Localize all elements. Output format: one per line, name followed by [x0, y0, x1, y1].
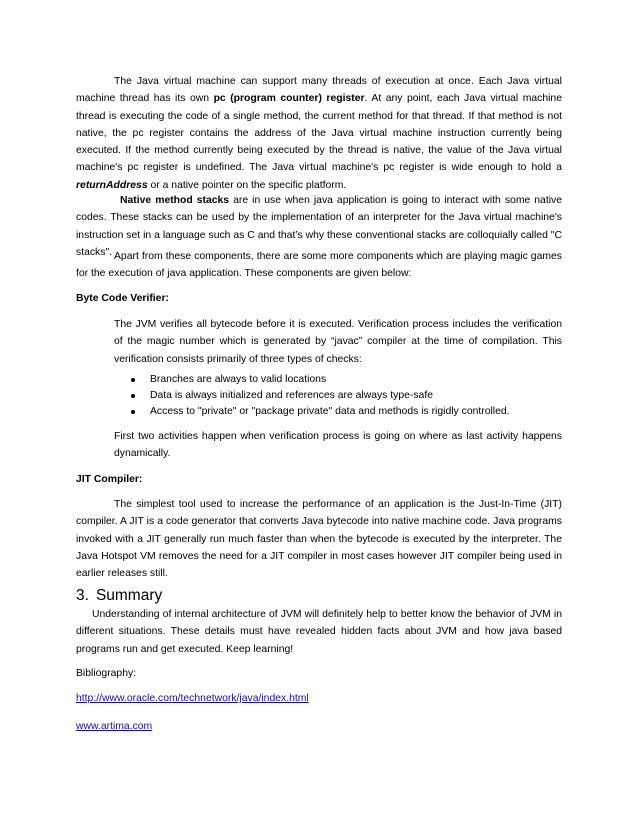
byte-code-verifier-heading: Byte Code Verifier:	[76, 293, 169, 304]
p1-bold-italic: returnAddress	[76, 179, 148, 191]
p1-bold-1: pc (program counter) register	[213, 93, 365, 105]
list-item: Branches are always to valid locations	[131, 372, 510, 388]
verification-checks-list	[131, 372, 510, 420]
summary-number: 3.	[76, 587, 89, 604]
list-item: Data is always initialized and references are always type-safe	[131, 388, 510, 404]
bibliography-link-artima[interactable]: www.artima.com	[76, 721, 153, 732]
summary-title: Summary	[95, 587, 163, 604]
bullet-icon	[131, 378, 135, 382]
list-item: Access to "private" or "package private" data and methods is rigidly controlled.	[131, 404, 510, 420]
byte-code-verifier-body: The JVM verifies all bytecode before it is executed. Verification process includes the verification of the magic number which is generated by “javac” compiler at the time of compilation. This verification consists primarily of three types of checks:	[114, 319, 562, 365]
p2-bold: Native method stacks	[120, 195, 230, 206]
bibliography-label: Bibliography:	[76, 668, 137, 679]
summary-heading	[76, 586, 162, 606]
byte-code-verifier-after: First two activities happen when verification process is going on where as last activity happens dynamically.	[114, 431, 562, 460]
jit-compiler-heading: JIT Compiler:	[76, 474, 143, 485]
jit-compiler-body: The simplest tool used to increase the performance of an application is the Just-In-Time (JIT) compiler. A JIT is a code generator that converts Java bytecode into native machine code. Java programs invoked with a JIT generally run much faster than when the bytecode is executed by the interpreter. The Java Hotspot VM removes the need for a JIT compiler in most cases however JIT compiler being used in earlier releases still.	[76, 499, 562, 580]
components-intro-paragraph: Apart from these components, there are some more components which are playing magic games for the execution of java application. These components are given below:	[76, 251, 562, 280]
summary-body: Understanding of internal architecture of JVM will definitely help to better know the behavior of JVM in different situations. These details must have revealed hidden facts about JVM and how java based programs run and get executed. Keep learning!	[76, 609, 562, 655]
p1-text-1: The Java virtual machine can support many threads of execution at once. Each Java virtual machine thread has its own	[76, 76, 562, 105]
p1-text-3: or a native pointer on the specific platform.	[147, 179, 347, 191]
p1-text-2: . At any point, each Java virtual machine thread is executing the code of a single method, the current method for that thread. If that method is not native, the pc register contains the address of the Java virtual machine instruction currently being executed. If the method currently being executed by the thread is native, the value of the Java virtual machine's pc register is undefined. The Java virtual machine's pc register is wide enough to hold a	[76, 93, 562, 174]
bibliography-link-oracle[interactable]: http://www.oracle.com/technetwork/java/index.html	[76, 693, 309, 704]
pc-register-paragraph	[76, 73, 562, 194]
bullet-icon	[131, 394, 135, 398]
bullet-icon	[131, 410, 135, 414]
p2-text: are in use when java application is going to interact with some native codes. These stacks can be used by the implementation of an interpreter for the Java virtual machine's instruction set in a language such as C and that’s why these conventional stacks are colloquially called "C stacks".	[76, 195, 562, 258]
